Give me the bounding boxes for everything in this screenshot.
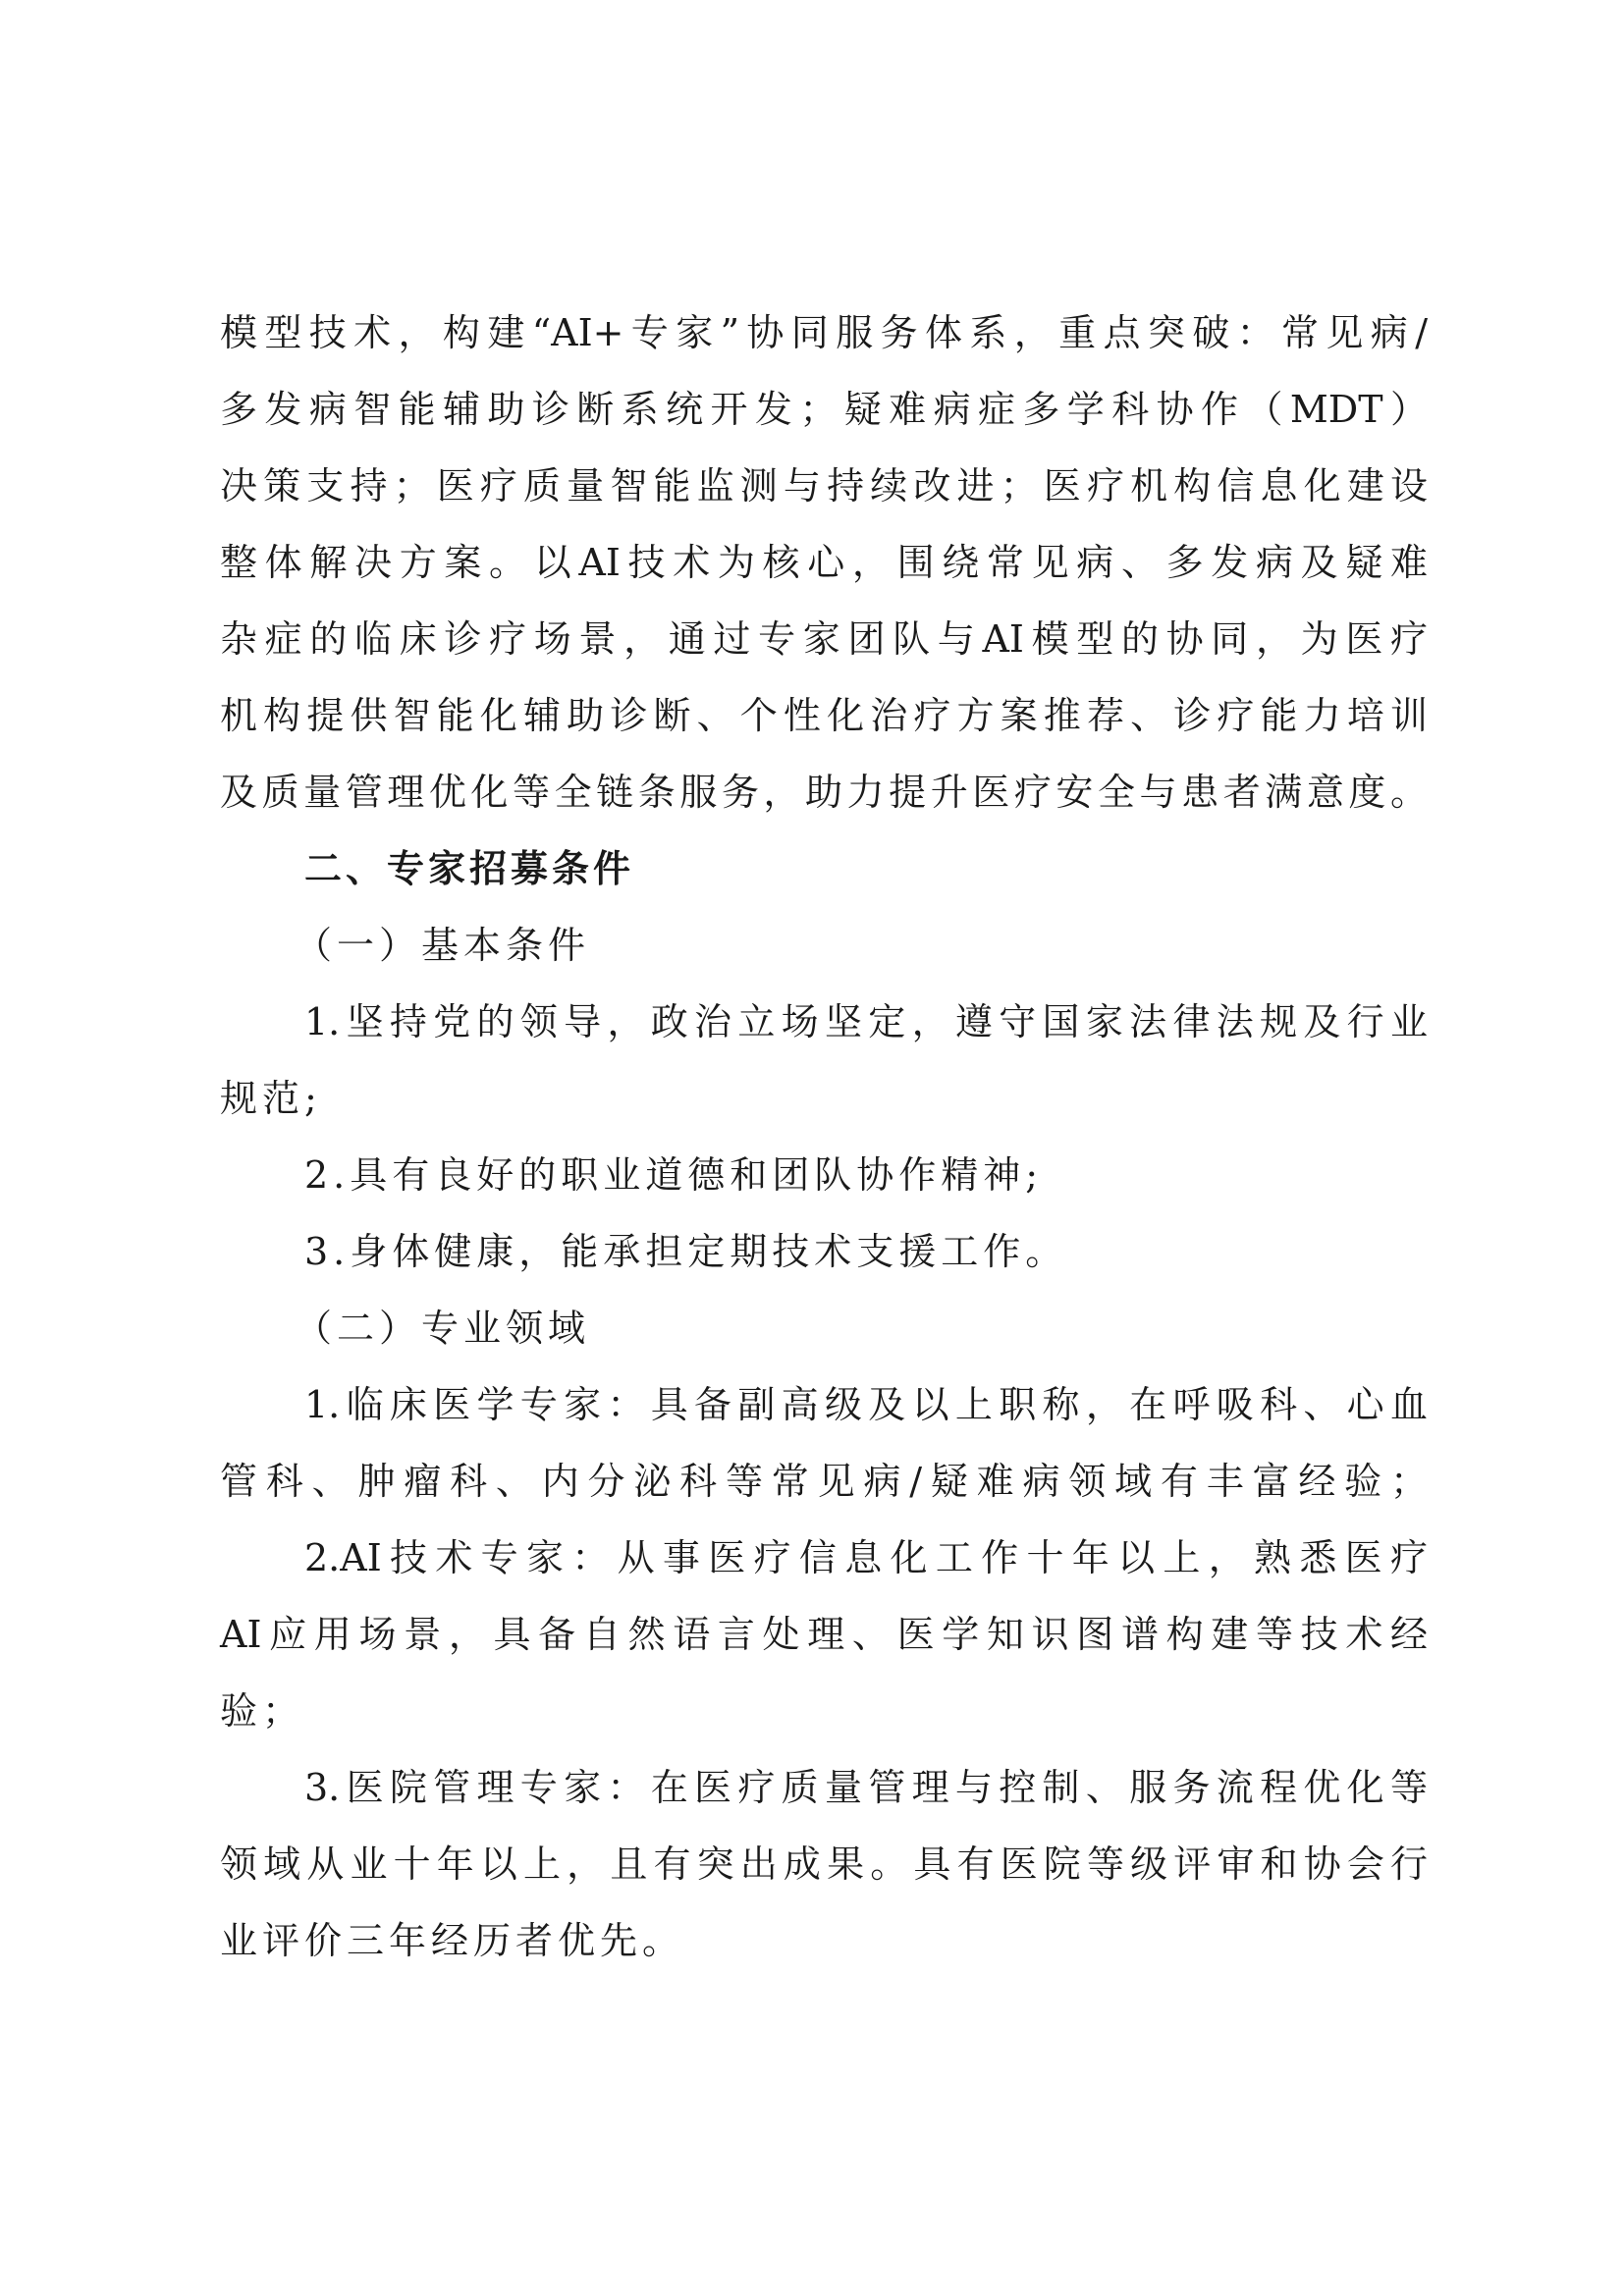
fields-item-1-line-2: 管科、肿瘤科、内分泌科等常见病/疑难病领域有丰富经验；: [220, 1460, 1428, 1503]
intro-line-4: 整体解决方案。以AI技术为核心，围绕常见病、多发病及疑难: [220, 541, 1428, 584]
fields-item-2-line-1: 2.AI技术专家：从事医疗信息化工作十年以上，熟悉医疗: [304, 1536, 1428, 1579]
subheading-basic-conditions: （一）基本条件: [295, 924, 591, 967]
intro-line-5: 杂症的临床诊疗场景，通过专家团队与AI模型的协同，为医疗: [220, 617, 1428, 661]
subheading-professional-fields: （二）专业领域: [295, 1307, 591, 1350]
fields-item-2-line-3: 验；: [220, 1689, 305, 1733]
basic-item-1-line-1: 1.坚持党的领导，政治立场坚定，遵守国家法律法规及行业: [304, 1000, 1428, 1043]
basic-item-2: 2.具有良好的职业道德和团队协作精神;: [304, 1153, 1044, 1197]
basic-item-3: 3.身体健康，能承担定期技术支援工作。: [304, 1230, 1068, 1273]
basic-item-1-line-2: 规范;: [220, 1077, 322, 1120]
section-heading-recruitment-conditions: 二、专家招募条件: [304, 847, 635, 890]
intro-line-7: 及质量管理优化等全链条服务，助力提升医疗安全与患者满意度。: [220, 771, 1428, 814]
fields-item-3-line-3: 业评价三年经历者优先。: [220, 1919, 685, 1962]
intro-line-3: 决策支持；医疗质量智能监测与持续改进；医疗机构信息化建设: [220, 464, 1428, 507]
fields-item-3-line-1: 3.医院管理专家：在医疗质量管理与控制、服务流程优化等: [304, 1766, 1428, 1809]
intro-line-1: 模型技术，构建“AI+专家”协同服务体系，重点突破：常见病/: [220, 311, 1428, 354]
intro-line-6: 机构提供智能化辅助诊断、个性化治疗方案推荐、诊疗能力培训: [220, 694, 1428, 737]
fields-item-3-line-2: 领域从业十年以上，且有突出成果。具有医院等级评审和协会行: [220, 1842, 1428, 1886]
fields-item-2-line-2: AI应用场景，具备自然语言处理、医学知识图谱构建等技术经: [220, 1613, 1428, 1656]
intro-line-2: 多发病智能辅助诊断系统开发；疑难病症多学科协作（MDT）: [220, 388, 1428, 431]
fields-item-1-line-1: 1.临床医学专家：具备副高级及以上职称，在呼吸科、心血: [304, 1383, 1428, 1426]
